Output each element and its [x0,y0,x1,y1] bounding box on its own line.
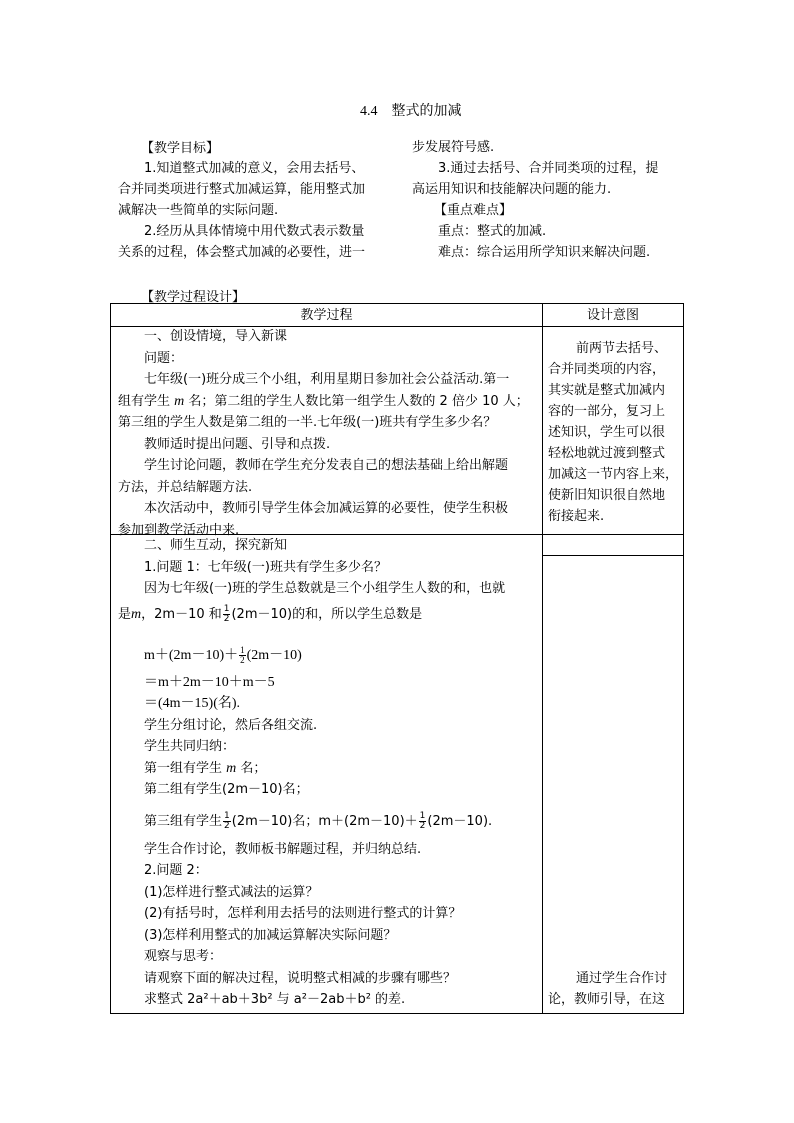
numerator: 1 [240,644,245,655]
objective-line: 步发展符号感. [412,140,495,155]
question-2-item: (1)怎样进行整式减法的运算？ [144,884,319,900]
text-segment: (2m－10)名；m＋(2m－10)＋ [231,813,418,829]
objective-line: 减解决一些简单的实际问题. [118,203,279,218]
text-segment: (2m－10). [427,813,493,829]
text-segment: ，2m－10 和 [141,606,222,622]
text-segment: 第三组有学生 [144,813,223,829]
objectives-left-column [118,158,365,263]
text-line: 问题： [144,350,184,366]
expression-line: ＝(4m－15)(名). [144,696,241,711]
text-line: 学生讨论问题，教师在学生充分发表自己的想法基础上给出解题 [144,458,509,473]
text-line: 七年级(一)班分成三个小组，利用星期日参加社会公益活动.第一 [144,372,510,387]
section-1-intent [548,338,678,527]
intent-line: 衔接起来. [548,509,605,524]
intent-line: 合并同类项的内容， [548,362,666,377]
objectives-heading: 【教学目标】 [141,141,220,156]
variable-m: m [131,606,142,622]
objective-line: 关系的过程，体会整式加减的必要性，进一 [118,245,366,260]
expression-segment: (2m－10) [246,647,302,663]
question-2-item: (2)有括号时，怎样利用去括号的法则进行整式的计算？ [144,906,462,921]
intent-line: 其实就是整式加减内 [548,383,666,398]
intent-line: 轻松地就过渡到整式 [548,446,666,461]
question-1: 1.问题 1：七年级(一)班共有学生多少名？ [144,559,387,575]
text-line: 第三组的学生人数是第二组的一半.七年级(一)班共有学生多少名？ [118,415,497,430]
intent-line: 论，教师引导，在这 [548,992,666,1007]
column-divider [542,304,543,1013]
numerator: 1 [419,810,426,821]
text-segment: 组有学生 [118,393,171,409]
text-segment: 名； [240,760,267,776]
header-intent: 设计意图 [586,308,639,323]
difficulty-line: 难点：综合运用所学知识来解决问题. [438,245,651,260]
fraction-half [419,812,427,831]
variable-m: m [174,393,185,409]
intent-line: 使新旧知识很自然地 [548,488,666,503]
objectives-right-column [412,137,658,263]
denominator: 2 [223,613,230,624]
text-line: 教师适时提出问题、引导和点拨. [144,436,331,452]
objective-line: 高运用知识和技能解决问题的能力. [412,182,612,197]
key-point-line: 重点：整式的加减. [438,224,547,239]
key-points-heading: 【重点难点】 [434,203,513,218]
teaching-process-table [110,303,684,1014]
intent-line: 通过学生合作讨 [576,971,668,986]
text-line: 因为七年级(一)班的学生总数就是三个小组学生人数的和，也就 [144,581,506,596]
section-1-content [118,326,529,541]
text-line: 观察与思考： [144,949,223,964]
intent-divider [542,555,683,556]
text-line [118,391,529,413]
fraction-half [239,646,246,665]
question-2-item: (3)怎样利用整式的加减运算解决实际问题？ [144,927,397,943]
text-segment: 名；第二组的学生人数比第一组学生人数的 2 倍少 10 人； [188,393,529,409]
page-title: 4.4 整式的加减 [360,104,462,119]
objective-line: 1.知道整式加减的意义，会用去括号、 [144,161,365,176]
section-heading: 一、创设情境，导入新课 [144,329,288,344]
text-line [118,600,505,630]
objective-line: 2.经历从具体情境中用代数式表示数量 [144,224,365,239]
objective-line: 合并同类项进行整式加减运算，能用整式加 [118,182,366,197]
fraction-half [223,812,231,831]
text-line: 方法，并总结解题方法. [118,479,253,495]
intent-line: 容的一部分，复习上 [548,404,666,419]
expression-line [118,640,505,672]
expression-line: ＝m＋2m－10＋m－5 [144,674,275,690]
text-line [118,805,505,839]
text-line: 请观察下面的解决过程，说明整式相减的步骤有哪些？ [144,970,457,986]
design-heading: 【教学过程设计】 [141,290,246,305]
text-line: 第二组有学生(2m－10)名； [144,782,309,797]
text-line [118,758,505,780]
section-2-content [118,535,505,1011]
intent-line: 加减这一节内容上来， [548,467,679,482]
numerator: 1 [223,603,230,614]
text-line: 参加到教学活动中来. [118,522,240,538]
text-line: 学生共同归纳： [144,739,236,754]
section-2-intent [548,968,667,1010]
denominator: 2 [240,654,245,665]
intent-line: 前两节去括号、 [576,341,668,356]
intent-line: 述知识，学生可以很 [548,425,666,440]
text-line: 学生分组讨论，然后各组交流. [144,717,318,733]
text-line: 本次活动中，教师引导学生体会加减运算的必要性，使学生积极 [144,501,509,516]
variable-m: m [226,760,237,776]
header-process: 教学过程 [300,308,353,323]
text-segment: 是 [118,606,132,622]
numerator: 1 [224,810,230,821]
expression-segment: m＋(2m－10)＋ [144,647,239,663]
question-2: 2.问题 2： [144,863,208,878]
denominator: 2 [419,820,426,831]
text-segment: 第一组有学生 [144,760,223,776]
objective-line: 3.通过去括号、合并同类项的过程，提 [438,161,659,176]
section-heading: 二、师生互动，探究新知 [144,538,288,553]
denominator: 2 [224,820,230,831]
text-segment: (2m－10)的和，所以学生总数是 [231,606,423,622]
text-line: 学生合作讨论，教师板书解题过程，并归纳总结. [144,841,422,857]
text-line: 求整式 2a²＋ab＋3b² 与 a²－2ab＋b² 的差. [144,992,406,1007]
fraction-half [223,605,231,624]
